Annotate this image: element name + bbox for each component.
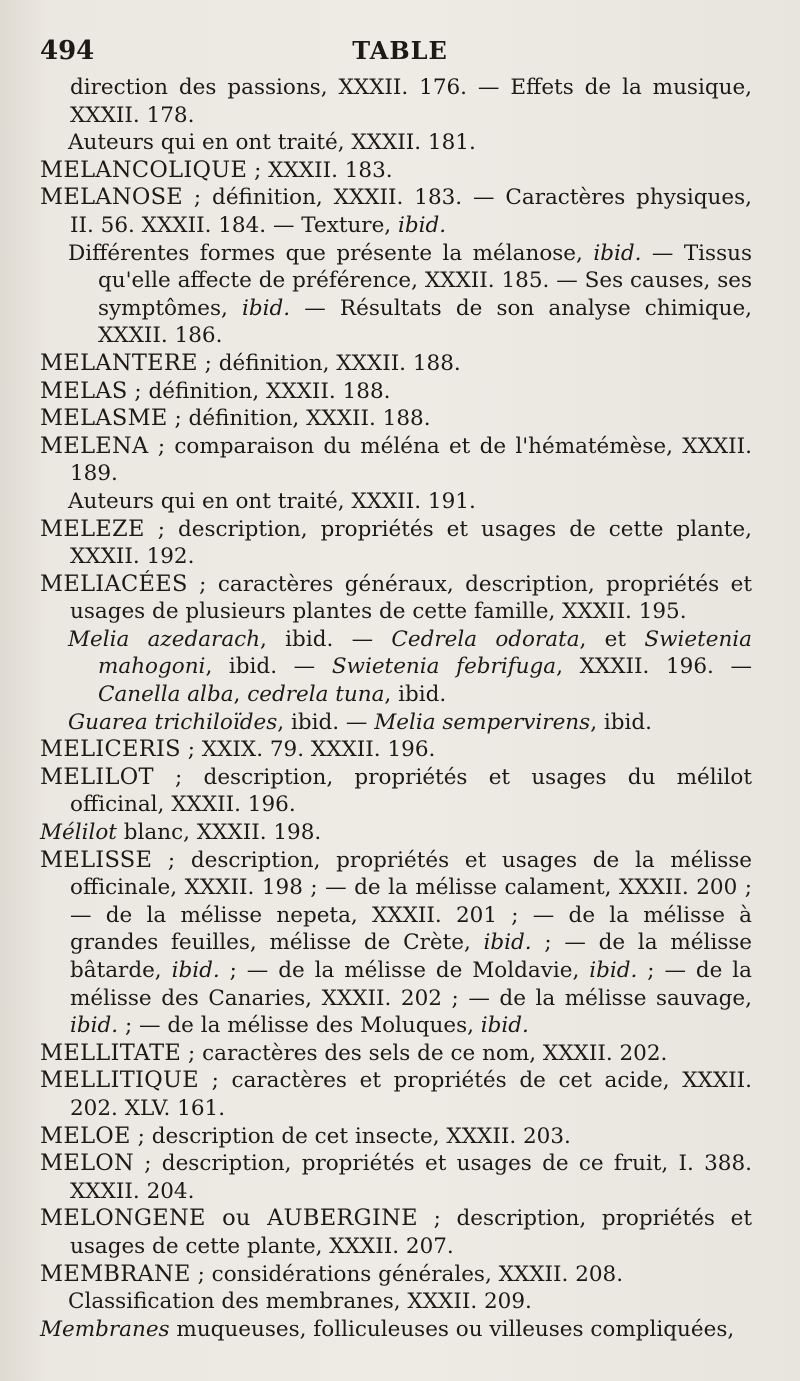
- entry-headword: MELANCOLIQUE: [40, 156, 248, 183]
- entry-text: cedrela tuna: [247, 682, 385, 708]
- index-entry: [40, 1150, 752, 1205]
- index-entry: [40, 1123, 752, 1151]
- entry-text: , ibid. —: [205, 654, 332, 680]
- entry-text: muqueuses, folliculeuses ou villeuses compliquées,: [169, 1316, 735, 1342]
- index-entry: [40, 764, 752, 819]
- entry-headword: MELAS: [40, 377, 128, 404]
- entry-text: ; — de la mélisse des Moluques,: [118, 1013, 481, 1039]
- entry-text: ibid.: [397, 212, 447, 238]
- entry-headword: MELILOT: [40, 763, 154, 790]
- index-entry: [40, 1040, 752, 1068]
- entry-text: ; caractères et propriétés de cet acide, XXXII. 202. XLV. 161.: [70, 1068, 752, 1121]
- index-subentry: [40, 240, 752, 350]
- index-entry: [40, 571, 752, 626]
- entry-text: ibid.: [242, 295, 291, 321]
- index-entry: [40, 1067, 752, 1122]
- entry-text: ; description de cet insecte, XXXII. 203.: [130, 1123, 571, 1149]
- index-entry: [40, 157, 752, 185]
- index-subentry: [40, 626, 752, 709]
- entry-text: Cedrela odorata: [391, 626, 580, 652]
- index-entry: [40, 819, 752, 847]
- index-subentry: [40, 488, 752, 516]
- entry-text: ; XXIX. 79. XXXII. 196.: [180, 737, 436, 763]
- entry-text: , ibid. —: [260, 626, 392, 652]
- entry-text: ; description, propriétés et usages du mélilot officinal, XXXII. 196.: [70, 764, 752, 818]
- entry-text: , ibid. —: [277, 709, 375, 735]
- index-subentry: [40, 129, 752, 157]
- entry-headword: MELICERIS: [40, 736, 181, 763]
- entry-text: Auteurs qui en ont traité, XXXII. 191.: [68, 488, 476, 514]
- entry-text: ibid.: [483, 930, 532, 956]
- index-entry: [40, 1205, 752, 1260]
- entry-text: Swietenia mahogoni: [98, 626, 752, 680]
- entry-headword: MELEZE: [40, 515, 145, 542]
- index-subentry: [40, 709, 752, 737]
- entry-headword: MELOE: [40, 1122, 131, 1149]
- entry-text: ; description, propriétés et usages de la mélisse officinale, XXXII. 198 ; — de la mélisse calament, XXXII. 200 ; — de la mélisse nepeta, XXXII. 201 ; — de la mélisse à grandes feuilles, mélisse de Crète,: [70, 847, 752, 956]
- entry-text: Auteurs qui en ont traité, XXXII. 181.: [68, 130, 476, 156]
- entry-text: Différentes formes que présente la mélanose,: [68, 240, 594, 266]
- entry-text: ibid.: [171, 958, 220, 983]
- index-entry: [40, 184, 752, 239]
- entry-text: ; caractères des sels de ce nom, XXXII. 202.: [181, 1040, 668, 1066]
- entry-text: blanc, XXXII. 198.: [116, 820, 322, 846]
- entry-text: , ibid.: [384, 682, 447, 708]
- entry-text: Guarea trichiloïdes: [68, 709, 278, 735]
- entry-text: Swietenia febrifuga: [331, 654, 557, 680]
- index-entry: [40, 1316, 752, 1344]
- entry-headword: MELLITATE: [40, 1039, 182, 1066]
- entry-text: ,: [233, 682, 248, 708]
- index-entry: [40, 736, 752, 764]
- entry-headword: MELLITIQUE: [40, 1067, 199, 1094]
- entry-text: ; caractères généraux, description, propriétés et usages de plusieurs plantes de cette famille, XXXII. 195.: [70, 571, 752, 625]
- entry-text: ; description, propriétés et usages de ce fruit, I. 388. XXXII. 204.: [70, 1151, 752, 1204]
- entry-text: Melia sempervirens: [374, 709, 591, 735]
- index-entry: [40, 405, 752, 433]
- entry-text: Melia azedarach: [68, 626, 261, 652]
- entry-text: ; — de la mélisse des Canaries, XXXII. 202 ; — de la mélisse sauvage,: [70, 958, 752, 1011]
- entry-headword: MEMBRANE: [40, 1260, 191, 1287]
- entry-headword: MELIACÉES: [40, 570, 188, 597]
- index-entry: [40, 74, 752, 129]
- index-entry: [40, 847, 752, 1040]
- entry-text: ibid.: [589, 958, 638, 983]
- entry-text: ; description, propriétés et usages de cette plante, XXXII. 207.: [70, 1206, 752, 1259]
- entry-headword: Mélilot: [40, 820, 117, 846]
- entry-headword: MELANOSE: [40, 184, 184, 211]
- index-entry: [40, 516, 752, 571]
- entry-text: ; XXXII. 183.: [247, 157, 393, 183]
- entry-text: ; définition, XXXII. 188.: [167, 406, 431, 432]
- index-entry: [40, 433, 752, 488]
- page-header: [0, 36, 800, 72]
- entry-text: ibid.: [593, 240, 642, 266]
- entry-text: — Résultats de son analyse chimique, XXXII. 186.: [98, 295, 752, 349]
- entry-text: — Tissus qu'elle affecte de préférence, XXXII. 185. — Ses causes, ses symptômes,: [98, 240, 752, 321]
- entry-text: ibid.: [70, 1013, 119, 1039]
- entry-headword: MELANTERE: [40, 349, 198, 376]
- entry-text: ibid.: [480, 1013, 529, 1039]
- index-subentry: [40, 1288, 752, 1316]
- entry-text: ; — de la mélisse bâtarde,: [70, 930, 752, 983]
- index-entries: [40, 74, 752, 1343]
- entry-text: , ibid.: [590, 709, 652, 735]
- entry-text: ; définition, XXXII. 188.: [197, 350, 461, 376]
- index-entry: [40, 378, 752, 406]
- entry-text: ; considérations générales, XXXII. 208.: [190, 1261, 624, 1287]
- running-title: TABLE: [352, 36, 448, 65]
- entry-text: Canella alba: [98, 682, 234, 708]
- entry-headword: MELASME: [40, 405, 168, 432]
- entry-text: ; définition, XXXII. 183. — Caractères physiques, II. 56. XXXII. 184. — Texture,: [70, 185, 752, 238]
- entry-text: ; description, propriétés et usages de cette plante, XXXII. 192.: [70, 516, 752, 570]
- index-entry: [40, 350, 752, 378]
- entry-text: ; comparaison du méléna et de l'hématémèse, XXXII. 189.: [70, 433, 752, 487]
- entry-headword: MELISSE: [40, 846, 153, 873]
- page-number: 494: [40, 36, 95, 66]
- entry-headword: MELENA: [40, 432, 149, 459]
- entry-text: ; — de la mélisse de Moldavie,: [219, 958, 590, 983]
- entry-headword: MELON: [40, 1150, 135, 1177]
- entry-text: direction des passions, XXXII. 176. — Effets de la musique, XXXII. 178.: [70, 75, 752, 128]
- entry-headword: Membranes: [40, 1316, 170, 1342]
- index-entry: [40, 1261, 752, 1289]
- entry-headword: MELONGENE ou AUBERGINE: [40, 1205, 418, 1232]
- entry-text: Classification des membranes, XXXII. 209.: [68, 1289, 532, 1315]
- entry-text: , XXXII. 196. —: [556, 654, 752, 680]
- entry-text: ; définition, XXXII. 188.: [127, 378, 391, 404]
- entry-text: , et: [579, 626, 645, 652]
